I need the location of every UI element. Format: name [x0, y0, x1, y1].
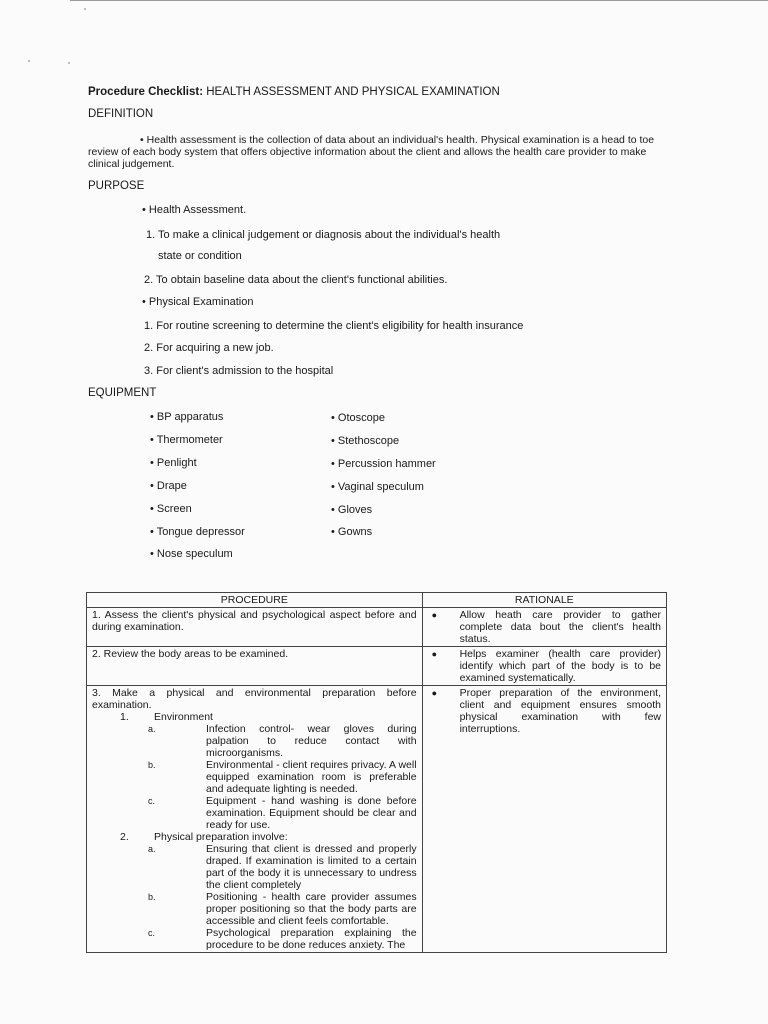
purpose-ha-item: 2. To obtain baseline data about the client's functional abilities. [144, 274, 448, 286]
procedure-table [86, 592, 667, 953]
equipment-item: • Gloves [331, 504, 373, 516]
equipment-item: • Percussion hammer [331, 458, 436, 470]
page-title [88, 86, 500, 98]
item-letter: c. [148, 928, 156, 938]
item-letter: a. [148, 724, 156, 734]
sublist-item [92, 795, 417, 831]
item-text: Positioning - health care provider assumes proper positioning so that the body parts are accessible and client feels comfortable. [206, 891, 417, 927]
procedure-text: 3. Make a physical and environmental preparation before examination. [92, 687, 417, 711]
table-row [87, 647, 667, 686]
equipment-item: • Drape [150, 480, 187, 492]
bullet-dot: ● [431, 610, 438, 620]
item-text: Equipment - hand washing is done before examination. Equipment should be clear and ready for use. [206, 795, 417, 831]
sublist-heading [92, 831, 417, 843]
purpose-physical-examination: • Physical Examination [142, 296, 254, 308]
procedure-cell: 2. Review the body areas to be examined. [87, 647, 423, 686]
rationale-text: Allow heath care provider to gather complete data bout the client's health status. [459, 609, 661, 645]
purpose-ha-item: 1. To make a clinical judgement or diagnosis about the individual's health [146, 229, 501, 241]
purpose-pe-item: 2. For acquiring a new job. [144, 342, 274, 354]
scan-speck [84, 8, 86, 10]
sublist-label: Physical preparation involve: [154, 831, 288, 843]
bullet-dot: ● [431, 649, 438, 659]
sublist-heading [92, 711, 417, 723]
bullet-dot: ● [431, 688, 438, 698]
rationale-cell [422, 686, 666, 953]
sublist-number: 1. [120, 711, 129, 723]
sublist-number: 2. [120, 831, 129, 843]
item-letter: c. [148, 796, 156, 806]
sublist-item [92, 927, 417, 951]
procedure-cell [87, 686, 423, 953]
rationale-header: RATIONALE [422, 593, 666, 608]
item-text: Psychological preparation explaining the procedure to be done reduces anxiety. The [206, 927, 417, 951]
item-text: Ensuring that client is dressed and properly draped. If examination is limited to a certain part of the body it is unnecessary to undress the client completely [206, 843, 417, 891]
sublist-label: Environment [154, 711, 213, 723]
equipment-item: • Gowns [331, 526, 373, 538]
rationale-text: Helps examiner (health care provider) identify which part of the body is to be examined systematically. [459, 648, 661, 684]
equipment-heading: EQUIPMENT [88, 387, 157, 399]
definition-text: Health assessment is the collection of data about an individual's health. Physical examination is a head to toe review of each body system that offers objective information about the client and allows the health care provider to make clinical judgement. [88, 134, 655, 170]
equipment-item: • Tongue depressor [150, 526, 245, 538]
top-edge-rule [70, 0, 768, 1]
equipment-item: • Stethoscope [331, 435, 400, 447]
sublist-item [92, 843, 417, 891]
purpose-pe-item: 3. For client's admission to the hospital [144, 365, 334, 377]
item-text: Infection control- wear gloves during palpation to reduce contact with microorganisms. [206, 723, 417, 759]
rationale-cell [422, 608, 666, 647]
equipment-item: • Otoscope [331, 412, 385, 424]
equipment-item: • BP apparatus [150, 411, 224, 423]
sublist-item [92, 759, 417, 795]
scan-speck [28, 60, 30, 62]
equipment-item: • Screen [150, 503, 192, 515]
table-row [87, 608, 667, 647]
purpose-ha-item: state or condition [158, 250, 242, 262]
sublist-item [92, 723, 417, 759]
equipment-item: • Thermometer [150, 434, 223, 446]
equipment-item: • Vaginal speculum [331, 481, 424, 493]
item-letter: b. [148, 892, 156, 902]
purpose-health-assessment: • Health Assessment. [142, 204, 247, 216]
title-text: HEALTH ASSESSMENT AND PHYSICAL EXAMINATION [206, 86, 500, 98]
table-header-row [87, 593, 667, 608]
sublist-item [92, 891, 417, 927]
title-label: Procedure Checklist: [88, 86, 204, 98]
purpose-pe-item: 1. For routine screening to determine the client's eligibility for health insurance [144, 320, 524, 332]
item-letter: b. [148, 760, 156, 770]
item-text: Environmental - client requires privacy. A well equipped examination room is preferable and adequate lighting is needed. [206, 759, 417, 795]
procedure-header: PROCEDURE [87, 593, 423, 608]
equipment-item: • Penlight [150, 457, 197, 469]
definition-heading: DEFINITION [88, 108, 154, 120]
rationale-cell [422, 647, 666, 686]
item-letter: a. [148, 844, 156, 854]
definition-paragraph [88, 134, 674, 170]
definition-bullet: • [140, 134, 144, 146]
purpose-heading: PURPOSE [88, 180, 145, 192]
procedure-cell: 1. Assess the client's physical and psychological aspect before and during examination. [87, 608, 423, 647]
rationale-text: Proper preparation of the environment, client and equipment ensures smooth physical examination with few interruptions. [459, 687, 661, 735]
equipment-item: • Nose speculum [150, 548, 233, 560]
table-row [87, 686, 667, 953]
scan-speck [68, 62, 70, 64]
